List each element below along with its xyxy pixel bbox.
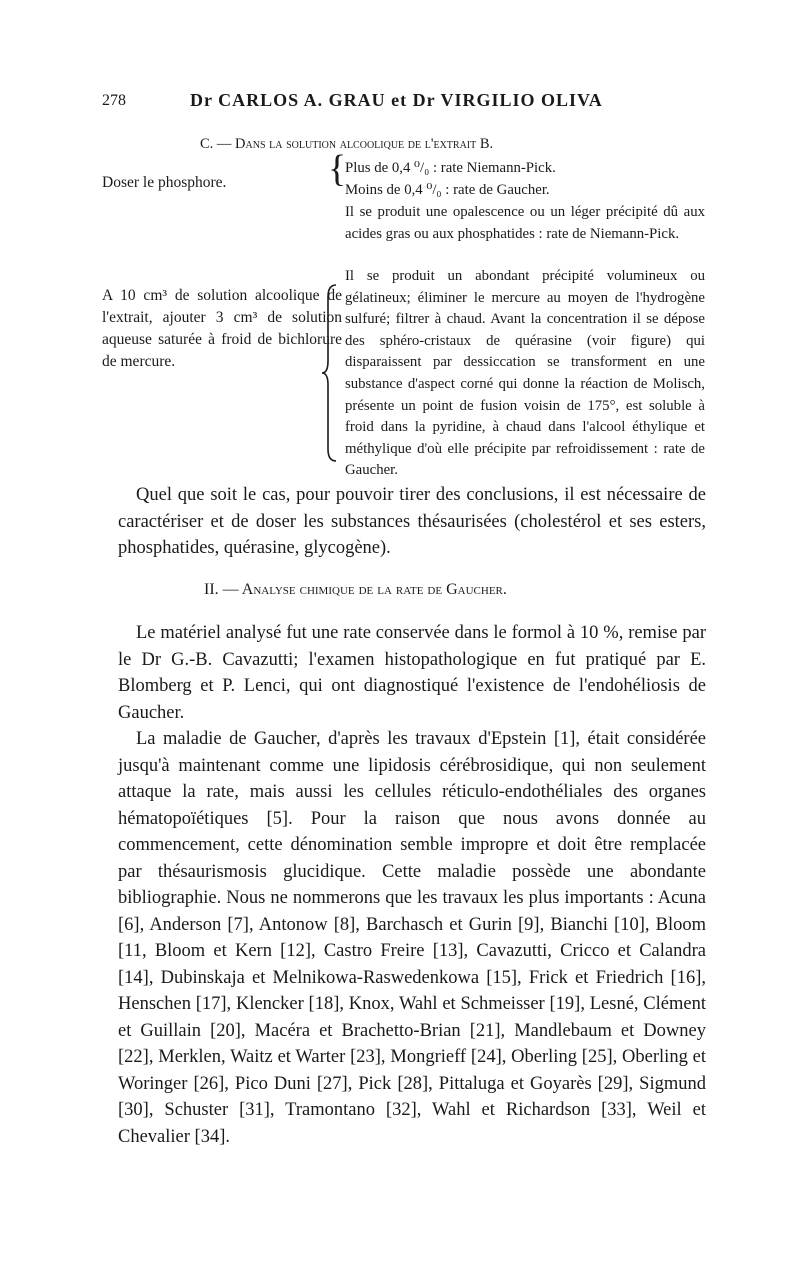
- body-text: [118, 620, 706, 1150]
- section-c-title: C. — Dans la solution alcoolique de l'extrait B.: [200, 136, 494, 152]
- page-number: 278: [102, 92, 126, 109]
- conclusion-paragraph: Quel que soit le cas, pour pouvoir tirer des conclusions, il est nécessaire de caractériser et de doser les substances thésaurisées (cholestérol et ses esters, phosphatides, quérasine, glycogène).: [118, 485, 706, 558]
- dose-label: Doser le phosphore.: [102, 174, 227, 191]
- brace-small-icon: {: [328, 148, 347, 190]
- result-opalescence: Il se produit une opalescence ou un léger précipité dû aux acides gras ou aux phosphatides : rate de Niemann-Pick.: [345, 204, 705, 242]
- paragraph-gaucher: La maladie de Gaucher, d'après les travaux d'Epstein [1], était considérée jusqu'à maintenant comme une lipidosis cérébrosidique, qui non seulement attaque la rate, mais aussi les cellules réticulo-endothéliales des organes hématopoïétiques [5]. Pour la raison que nous avons donnée au commencement, cette dénomination semble impropre et doit être remplacée par thésaurismosis glucidique. Cette maladie possède une abondante bibliographie. Nous ne nommerons que les travaux les plus importants : Acuna [6], Anderson [7], Antonow [8], Barchasch et Gurin [9], Bianchi [10], Bloom [11, Bloom et Kern [12], Castro Freire [13], Cavazutti, Cricco et Calandra [14], Dubinskaja et Melnikowa-Raswedenkowa [15], Frick et Friedrich [16], Henschen [17], Klencker [18], Knox, Wahl et Schmeisser [19], Lesné, Clément et Guillain [20], Macéra et Brachetto-Brian [21], Mandlebaum et Downey [22], Merklen, Waitz et Warter [23], Mongrieff [24], Oberling [25], Oberling et Woringer [26], Pico Duni [27], Pick [28], Pittaluga et Goyarès [29], Sigmund [30], Schuster [31], Tramontano [32], Wahl et Richardson [33], Weil et Chevalier [34].: [118, 729, 706, 1147]
- result-precipitate: Il se produit un abondant précipité volumineux ou gélatineux; éliminer le mercure au moyen de l'hydrogène sulfuré; filtrer à chaud. Avant la concentration il se dépose des sphéro-cristaux de quérasine (voir figure) qui disparaissent par dessiccation se transforment en une substance d'aspect corné qui donne la réaction de Molisch, présente un point de fusion voisin de 175°, est soluble à froid dans la pyridine, à chaud dans l'alcool éthylique et méthylique d'où elle précipite par refroidissement : rate de Gaucher.: [345, 268, 705, 479]
- result-line-2: Moins de 0,4 ⁰/₀ : rate de Gaucher.: [345, 182, 550, 198]
- condition-label: A 10 cm³ de solution alcoolique de l'extrait, ajouter 3 cm³ de solution aqueuse saturée à froid de bichlorure de mercure.: [102, 287, 342, 370]
- result-line-1: Plus de 0,4 ⁰/₀ : rate Niemann-Pick.: [345, 160, 556, 176]
- brace-large-icon: [320, 283, 340, 463]
- paragraph-material: Le matériel analysé fut une rate conservée dans le formol à 10 %, remise par le Dr G.-B. Cavazutti; l'examen histopathologique en fut pratiqué par E. Blomberg et P. Lenci, qui ont diagnostiqué l'existence de l'endohéliosis de Gaucher.: [118, 623, 706, 723]
- page-header: [102, 92, 722, 120]
- running-title: Dr CARLOS A. GRAU et Dr VIRGILIO OLIVA: [190, 90, 603, 110]
- section-ii-title: II. — Analyse chimique de la rate de Gaucher.: [204, 581, 507, 598]
